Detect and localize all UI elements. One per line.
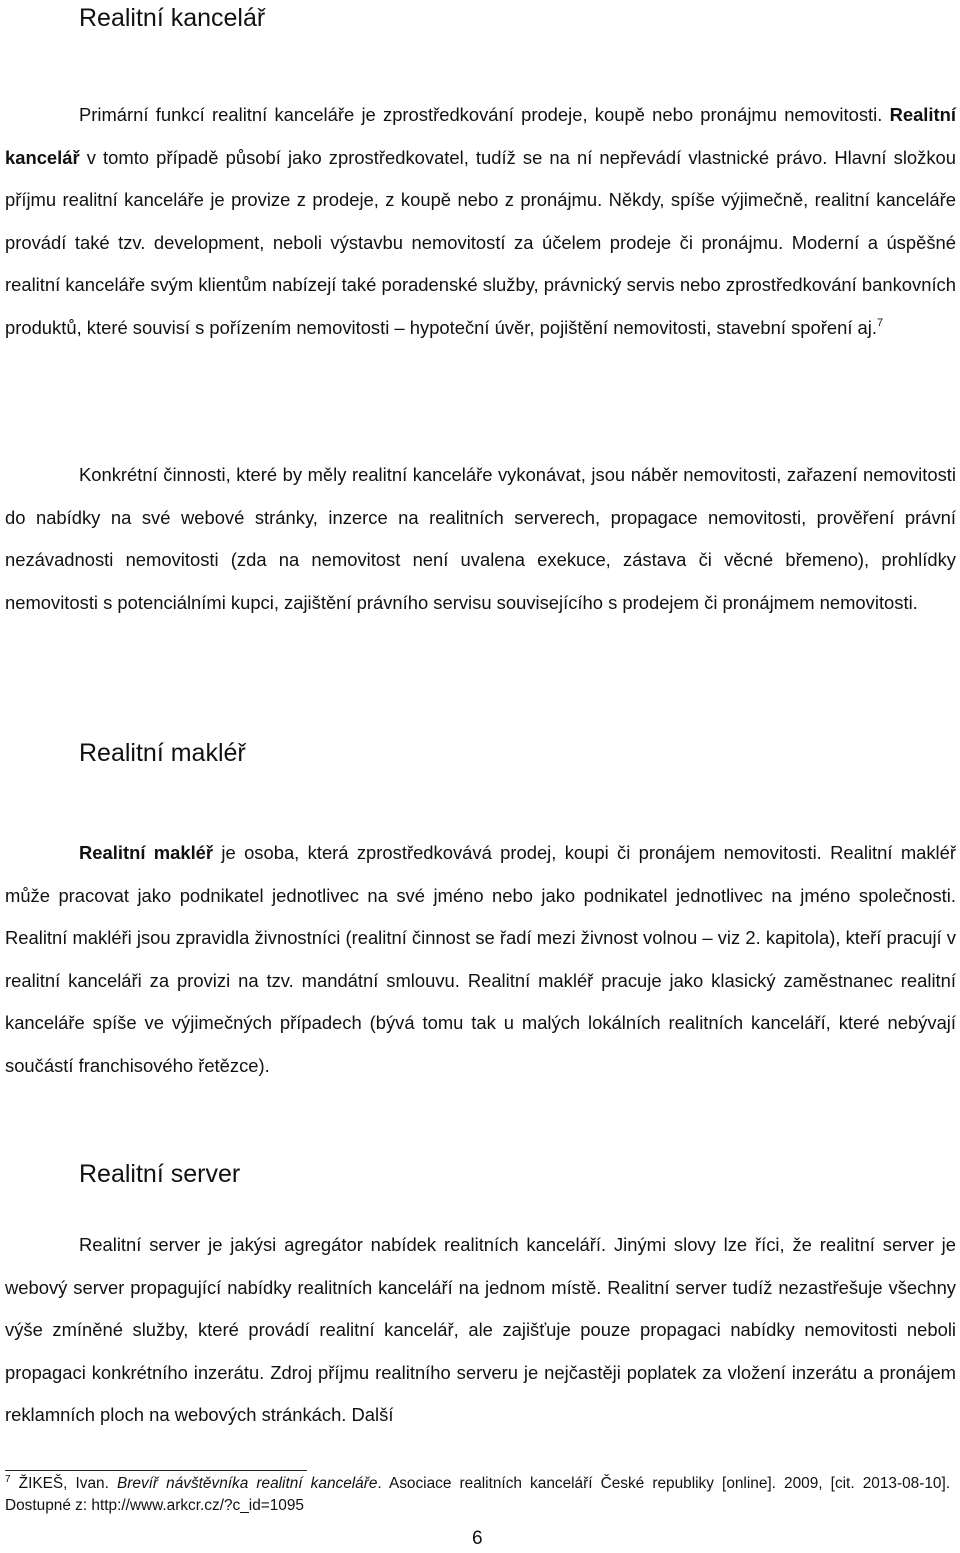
paragraph-makler-definition <box>5 832 956 1087</box>
footnote-separator <box>5 1470 307 1471</box>
bold-term: Realitní kancelář <box>5 104 956 168</box>
section-heading-realitni-makler: Realitní makléř <box>79 739 246 767</box>
footnote <box>5 1473 950 1517</box>
paragraph-text: je osoba, která zprostředkovává prodej, koupi či pronájem nemovitosti. Realitní makléř může pracovat jako podnikatel jednotlivec na své jméno nebo jako podnikatel jednotlivec na jméno společnosti. Realitní makléři jsou zpravidla živnostníci (realitní činnost se řadí mezi živnost volnou – viz 2. kapitola), kteří pracují v realitní kanceláři za provizi na tzv. mandátní smlouvu. Realitní makléř pracuje jako klasický zaměstnanec realitní kanceláře spíše ve výjimečných případech (bývá tomu tak u malých lokálních realitních kanceláří, které nebývají součástí franchisového řetězce). <box>5 842 956 1076</box>
paragraph-text: v tomto případě působí jako zprostředkovatel, tudíž se na ní nepřevádí vlastnické právo. Hlavní složkou příjmu realitní kanceláře je provize z prodeje, z koupě nebo z pronájmu. Někdy, spíše výjimečně, realitní kanceláře provádí také tzv. development, neboli výstavbu nemovitostí za účelem prodeje či pronájmu. Moderní a úspěšné realitní kanceláře svým klientům nabízejí také poradenské služby, právnický servis nebo zprostředkování bankovních produktů, které souvisí s pořízením nemovitosti – hypoteční úvěr, pojištění nemovitosti, stavební spoření aj. <box>5 146 956 338</box>
footnote-text: ŽIKEŠ, Ivan. <box>10 1475 117 1492</box>
paragraph-server-definition <box>5 1224 956 1437</box>
footnote-text: . Asociace realitních kanceláří České republiky [online]. 2009, [cit. 2013-08-10]. Dostupné z: http://www.arkcr.cz/?c_id=1095 <box>5 1475 950 1514</box>
paragraph-text: Primární funkcí realitní kanceláře je zprostředkování prodeje, koupě nebo pronájmu nemovitosti. <box>79 104 890 125</box>
bold-term: Realitní makléř <box>79 842 214 863</box>
paragraph-text: Konkrétní činnosti, které by měly realitní kanceláře vykonávat, jsou náběr nemovitosti, zařazení nemovitosti do nabídky na své webové stránky, inzerce na realitních serverech, propagace nemovitosti, prověření právní nezávadnosti nemovitosti (zda na nemovitost není uvalena exekuce, zástava či věcné břemeno), prohlídky nemovitosti s potenciálními kupci, zajištění právního servisu souvisejícího s prodejem či pronájmem nemovitosti. <box>5 464 956 613</box>
footnote-number: 7 <box>5 1474 11 1485</box>
section-heading-realitni-kancelar: Realitní kancelář <box>79 4 266 32</box>
section-heading-realitni-server: Realitní server <box>79 1160 241 1188</box>
footnote-reference: 7 <box>876 316 884 329</box>
page-number: 6 <box>472 1528 483 1549</box>
paragraph-kancelar-definition <box>5 94 956 349</box>
paragraph-text: Realitní server je jakýsi agregátor nabídek realitních kanceláří. Jinými slovy lze říci, že realitní server je webový server propagující nabídky realitních kanceláří na jednom místě. Realitní server tudíž nezastřešuje všechny výše zmíněné služby, které provádí realitní kancelář, ale zajišťuje pouze propagaci nabídky nemovitosti neboli propagaci konkrétního inzerátu. Zdroj příjmu realitního serveru je nejčastěji poplatek za vložení inzerátu a pronájem reklamních ploch na webových stránkách. Další <box>5 1234 956 1425</box>
paragraph-kancelar-activities <box>5 454 956 624</box>
footnote-title: Brevíř návštěvníka realitní kanceláře <box>117 1475 378 1492</box>
